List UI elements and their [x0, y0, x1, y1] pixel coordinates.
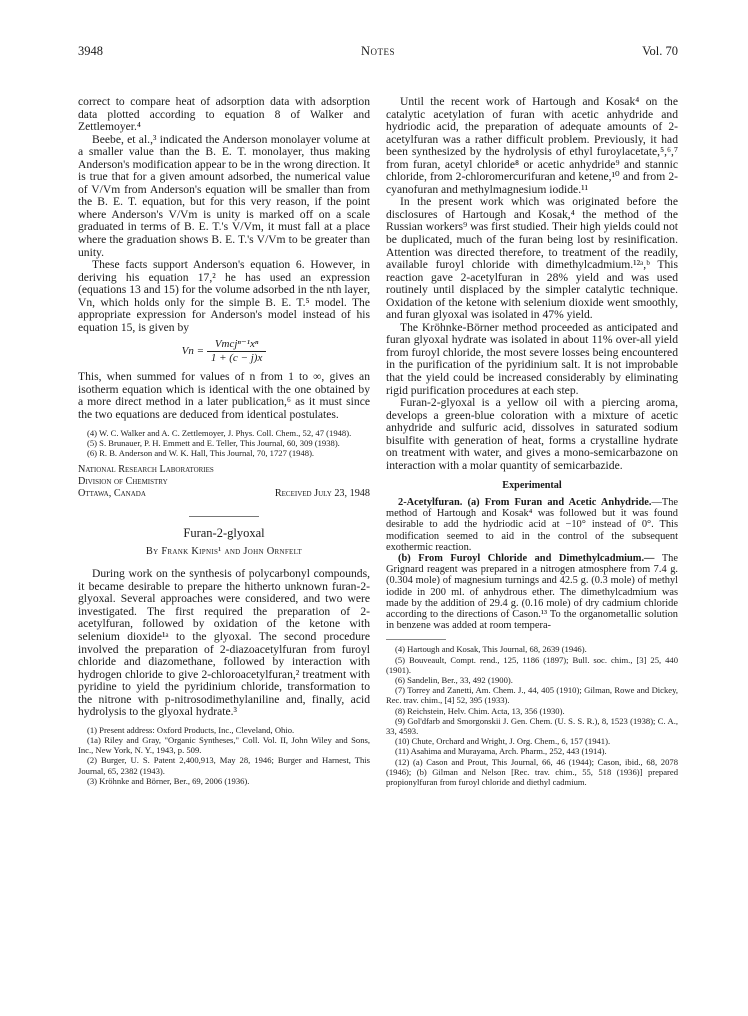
page-number: 3948 — [78, 44, 103, 58]
right-column — [386, 96, 678, 787]
received-date: Received July 23, 1948 — [274, 488, 370, 500]
paragraph: During work on the synthesis of polycarbonyl compounds, it became desirable to prepare the hitherto unknown furan-2-glyoxal. Several approaches were considered, and two were investigated. The first required the preparation of 2-acetylfuran, followed by oxidation of the ketone with selenium dioxide¹ᵃ to the glyoxal. The second procedure involved the preparation of 2-diazoacetylfuran from furoyl chloride and diazomethane, followed by interaction with hydrogen chloride to give 2-chloroacetylfuran,² treatment with pyridine to yield the pyridinium chloride, transformation to the nitrone with p-nitrosodimethylaniline and, finally, acid hydrolysis to the glyoxal hydrate.³ — [78, 567, 370, 719]
equation-numerator: Vmcjⁿ⁻¹xⁿ — [207, 338, 267, 352]
footnotes — [78, 725, 370, 786]
footnote: (5) Bouveault, Compt. rend., 125, 1186 (1897); Bull. soc. chim., [3] 25, 440 (1901). — [386, 654, 678, 675]
footnotes — [78, 428, 370, 459]
footnote: (11) Asahima and Murayama, Arch. Pharm., 252, 443 (1914). — [395, 746, 607, 757]
procedure-heading: 2-Acetylfuran. (a) From Furan and Acetic Anhydride. — [398, 496, 652, 508]
footnote: (1) Present address: Oxford Products, Inc., Cleveland, Ohio. — [87, 724, 295, 735]
equation-lhs: Vn = — [181, 345, 205, 358]
footnote-divider — [386, 639, 446, 640]
procedure-text: The Grignard reagent was prepared in a nitrogen atmosphere from 7.4 g. (0.304 mole) of magnesium turnings and 42.5 g. (0.3 mole) of methyl iodide in 200 ml. of anhydrous ether. The dimethylcadmium was made by the addition of 29.4 g. (0.16 mole) of dry cadmium chloride according to the directions of Cason.¹³ To the organometallic solution in benzene was added at room tempera- — [386, 552, 678, 632]
paragraph: Beebe, et al.,³ indicated the Anderson monolayer volume at a smaller value than the B. E. T. monolayer, thus making Anderson's modification appear to be in the wrong direction. It is true that for a given amount adsorbed, the numerical value of V/Vm from Anderson's equation will be smaller than from the B. E. T. equation, but for this very reason, if the point where Anderson's V/Vm is unity is marked off on a scale graduated in terms of B. E. T.'s V/Vm, it must fall at a place where the graduation shows B. E. T.'s V/Vm to be greater than unity. — [78, 132, 370, 259]
article-title: Furan-2-glyoxal — [183, 526, 265, 541]
footnote: (4) Hartough and Kosak, This Journal, 68, 2639 (1946). — [395, 644, 587, 655]
volume-label: Vol. 70 — [642, 44, 678, 58]
footnote: (3) Kröhnke and Börner, Ber., 69, 2006 (1936). — [87, 775, 250, 786]
footnotes — [386, 644, 678, 787]
procedure-text: —The method of Hartough and Kosak⁴ was followed but it was found desirable to add the hydriodic acid at −10° instead of 0°. This modification seemed to aid in the control of the subsequent exothermic reaction. — [386, 496, 678, 553]
footnote: (1a) Riley and Gray, "Organic Syntheses," Coll. Vol. II, John Wiley and Sons, Inc., New York, N. Y., 1943, p. 509. — [78, 735, 370, 756]
footnote: (6) R. B. Anderson and W. K. Hall, This Journal, 70, 1727 (1948). — [87, 447, 315, 458]
paragraph: In the present work which was originated before the disclosures of Hartough and Kosak,⁴ the method of the Russian workers⁹ was first studied. Their high yields could not be duplicated, much of the furan being lost by resinification. Attention was directed therefore, to treatment of the readily, available furoyl chloride with dimethylcadmium.¹²ᵃ,ᵇ This reaction gave 2-acetylfuran in 28% yield and was used routinely until displaced by the simpler catalytic technique. Oxidation of the ketone with selenium dioxide went smoothly, and furan glyoxal was isolated in 47% yield. — [386, 195, 678, 322]
running-head: Notes — [360, 44, 396, 58]
equation-denominator: 1 + (c − j)x — [210, 352, 263, 365]
paragraph: Furan-2-glyoxal is a yellow oil with a piercing aroma, develops a green-blue coloration with a mixture of acetic anhydride and sulfuric acid, dissolves in saturated sodium bisulfite with generation of heat, forms a crystalline hydrate on treatment with water, and gives a mono-semicarbazone on interaction with a molar quantity of semicarbazide. — [386, 396, 678, 472]
paragraph: This, when summed for values of n from 1 to ∞, gives an isotherm equation which is identical with the one obtained by a more direct method in a later publication,⁶ as it must since the two equations are deduced from identical postulates. — [78, 370, 370, 422]
footnote: (5) S. Brunauer, P. H. Emmett and E. Teller, This Journal, 60, 309 (1938). — [87, 437, 340, 448]
footnote: (7) Torrey and Zanetti, Am. Chem. J., 44, 405 (1910); Gilman, Rowe and Dickey, Rec. trav. chim., [4] 52, 395 (1933). — [386, 685, 678, 706]
affiliation-line: Division of Chemistry — [78, 476, 168, 488]
paragraph: The Kröhnke-Börner method proceeded as anticipated and furan glyoxal hydrate was isolated in about 11% over-all yield from furoyl chloride, the most severe losses being encountered in the purification of the pyridinium salt. It is not improbable that the yield could be increased considerably by eliminating rigid purification procedures at each step. — [386, 320, 678, 397]
page-header — [78, 44, 678, 60]
footnote: (2) Burger, U. S. Patent 2,400,913, May 28, 1946; Burger and Harnest, This Journal, 65, 2382 (1943). — [78, 755, 370, 776]
paragraph: correct to compare heat of adsorption data with adsorption data plotted according to equation 8 of Walker and Zettlemoyer.⁴ — [78, 95, 370, 134]
footnote: (12) (a) Cason and Prout, This Journal, 66, 46 (1944); Cason, ibid., 68, 2078 (1946); (b) Gilman and Nelson [Rec. trav. chim., 55, 518 (1936)] prepared propionylfuran from furoyl chloride and diethyl cadmium. — [386, 756, 678, 788]
footnote: (10) Chute, Orchard and Wright, J. Org. Chem., 6, 157 (1941). — [395, 736, 611, 747]
byline: By Frank Kipnis¹ and John Ornfelt — [145, 545, 303, 557]
experimental-text — [386, 497, 678, 631]
footnote: (6) Sandelin, Ber., 33, 492 (1900). — [395, 675, 513, 685]
footnote: (9) Gol'dfarb and Smorgonskii J. Gen. Chem. (U. S. S. R.), 8, 1523 (1938); C. A., 33, 4593. — [386, 715, 678, 737]
footnote: (8) Reichstein, Helv. Chim. Acta, 13, 356 (1930). — [395, 705, 565, 716]
affiliation — [78, 464, 370, 500]
procedure-heading: (b) From Furoyl Chloride and Dimethylcadmium.— — [398, 552, 655, 564]
affiliation-line: Ottawa, Canada — [78, 488, 146, 500]
left-column — [78, 96, 370, 786]
section-heading: Experimental — [502, 480, 562, 492]
affiliation-line: National Research Laboratories — [78, 464, 214, 476]
paragraph: Until the recent work of Hartough and Kosak⁴ on the catalytic acetylation of furan with acetic anhydride and hydriodic acid, the preparation of adequate amounts of 2-acetylfuran was a rather difficult problem. Previously, it had been synthesized by the hydrolysis of ethyl furoylacetate,⁵,⁶,⁷ from furan, acetyl chloride⁸ or acetic anhydride⁹ and stannic chloride, from 2-chloromercurifuran and ketene,¹⁰ and from 2-cyanofuran and methylmagnesium iodide.¹¹ — [386, 95, 678, 196]
equation — [78, 338, 370, 365]
footnote: (4) W. C. Walker and A. C. Zettlemoyer, J. Phys. Coll. Chem., 52, 47 (1948). — [87, 427, 352, 438]
section-divider — [189, 516, 259, 517]
paragraph: These facts support Anderson's equation 6. However, in deriving his equation 17,² he has used an expression (equations 13 and 15) for the volume adsorbed in the nth layer, Vn, which holds only for the simple B. E. T.⁵ model. The appropriate expression for Anderson's model instead of his equation 15, is given by — [78, 258, 370, 334]
